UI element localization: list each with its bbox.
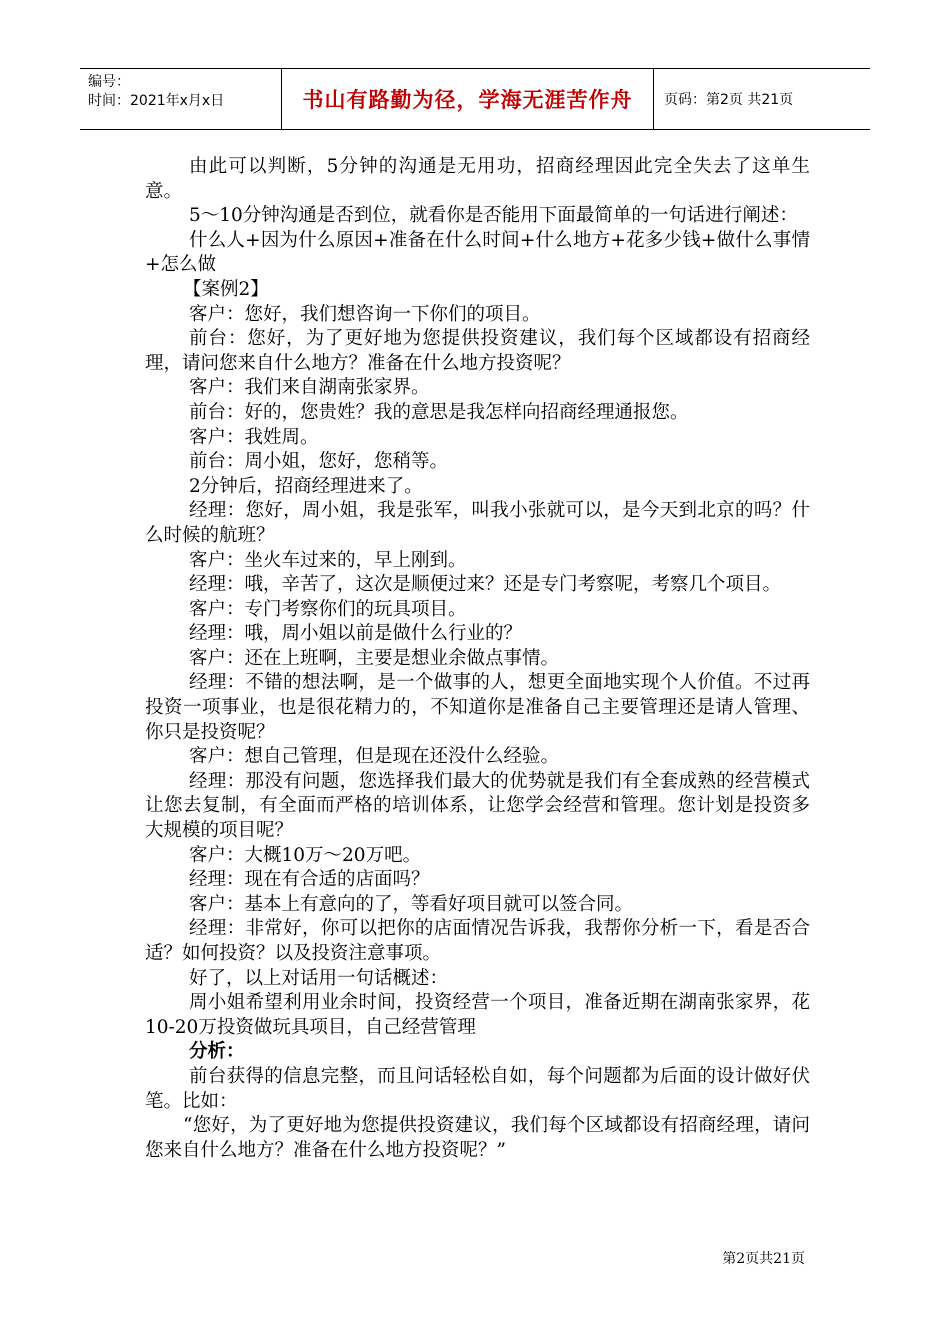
dialogue-line: 客户：我姓周。 xyxy=(189,426,319,448)
dialogue-line: 前台：周小姐，您好，您稍等。 xyxy=(189,451,449,473)
dialogue-line: 客户：专门考察你们的玩具项目。 xyxy=(189,598,467,620)
dialogue-line: 经理：不错的想法啊，是一个做事的人，想更全面地实现个人价值。不过再投资一项事业，也是很花精力的，不知道你是准备自己主要管理还是请人管理、你只是投资呢？ xyxy=(145,672,810,743)
header-page-indicator: 页码：第2页 共21页 xyxy=(664,92,794,108)
dialogue-line: 客户：想自己管理，但是现在还没什么经验。 xyxy=(189,746,560,768)
header-motto: 书山有路勤为径，学海无涯苦作舟 xyxy=(282,69,654,129)
paragraph: 由此可以判断，5分钟的沟通是无用功，招商经理因此完全失去了这单生意。 xyxy=(145,156,810,202)
dialogue-line: 前台：您好，为了更好地为您提供投资建议，我们每个区域都设有招商经理，请问您来自什么地方？准备在什么地方投资呢？ xyxy=(145,328,810,374)
case-heading: 【案例2】 xyxy=(183,278,269,300)
header-meta xyxy=(80,69,282,129)
page-header xyxy=(80,68,870,130)
dialogue-line: 经理：非常好，你可以把你的店面情况告诉我，我帮你分析一下，看是否合适？如何投资？以及投资注意事项。 xyxy=(145,918,810,964)
dialogue-line: 经理：现在有合适的店面吗？ xyxy=(189,869,430,891)
dialogue-line: 经理：那没有问题，您选择我们最大的优势就是我们有全套成熟的经营模式让您去复制，有全面而严格的培训体系，让您学会经营和管理。您计划是投资多大规模的项目呢？ xyxy=(145,770,810,842)
dialogue-line: 经理：哦，周小姐以前是做什么行业的？ xyxy=(189,623,523,645)
dialogue-line: 客户：我们来自湖南张家界。 xyxy=(189,377,430,399)
dialogue-line: 客户：基本上有意向的了，等看好项目就可以签合同。 xyxy=(189,893,634,915)
narration-line: 2分钟后，招商经理进来了。 xyxy=(189,475,423,497)
paragraph: 5～10分钟沟通是否到位，就看你是否能用下面最简单的一句话进行阐述： xyxy=(189,205,798,227)
summary-sentence: 周小姐希望利用业余时间，投资经营一个项目，准备近期在湖南张家界，花10-20万投资做玩具项目，自己经营管理 xyxy=(145,992,810,1038)
document-body xyxy=(145,155,810,1163)
page-footer: 第2页共21页 xyxy=(722,1251,805,1267)
dialogue-line: 经理：哦，辛苦了，这次是顺便过来？还是专门考察呢，考察几个项目。 xyxy=(189,574,782,596)
dialogue-line: 前台：好的，您贵姓？我的意思是我怎样向招商经理通报您。 xyxy=(189,401,689,423)
dialogue-line: 经理：您好，周小姐，我是张军，叫我小张就可以，是今天到北京的吗？什么时候的航班？ xyxy=(145,500,810,546)
dialogue-line: 客户：还在上班啊，主要是想业余做点事情。 xyxy=(189,647,560,669)
dialogue-line: 客户：您好，我们想咨询一下你们的项目。 xyxy=(189,303,541,325)
document-number-label: 编号： xyxy=(88,74,130,90)
quoted-example: “您好，为了更好地为您提供投资建议，我们每个区域都设有招商经理，请问您来自什么地方？准备在什么地方投资呢？” xyxy=(145,1115,810,1161)
summary-intro: 好了，以上对话用一句话概述： xyxy=(189,967,449,989)
analysis-paragraph: 前台获得的信息完整，而且问话轻松自如，每个问题都为后面的设计做好伏笔。比如： xyxy=(145,1065,810,1112)
analysis-heading: 分析： xyxy=(189,1041,245,1063)
dialogue-line: 客户：大概10万～20万吧。 xyxy=(189,844,422,866)
dialogue-line: 客户：坐火车过来的，早上刚到。 xyxy=(189,549,467,571)
paragraph: 什么人+因为什么原因+准备在什么时间+什么地方+花多少钱+做什么事情+怎么做 xyxy=(145,229,810,276)
document-date-label: 时间：2021年x月x日 xyxy=(88,93,225,109)
